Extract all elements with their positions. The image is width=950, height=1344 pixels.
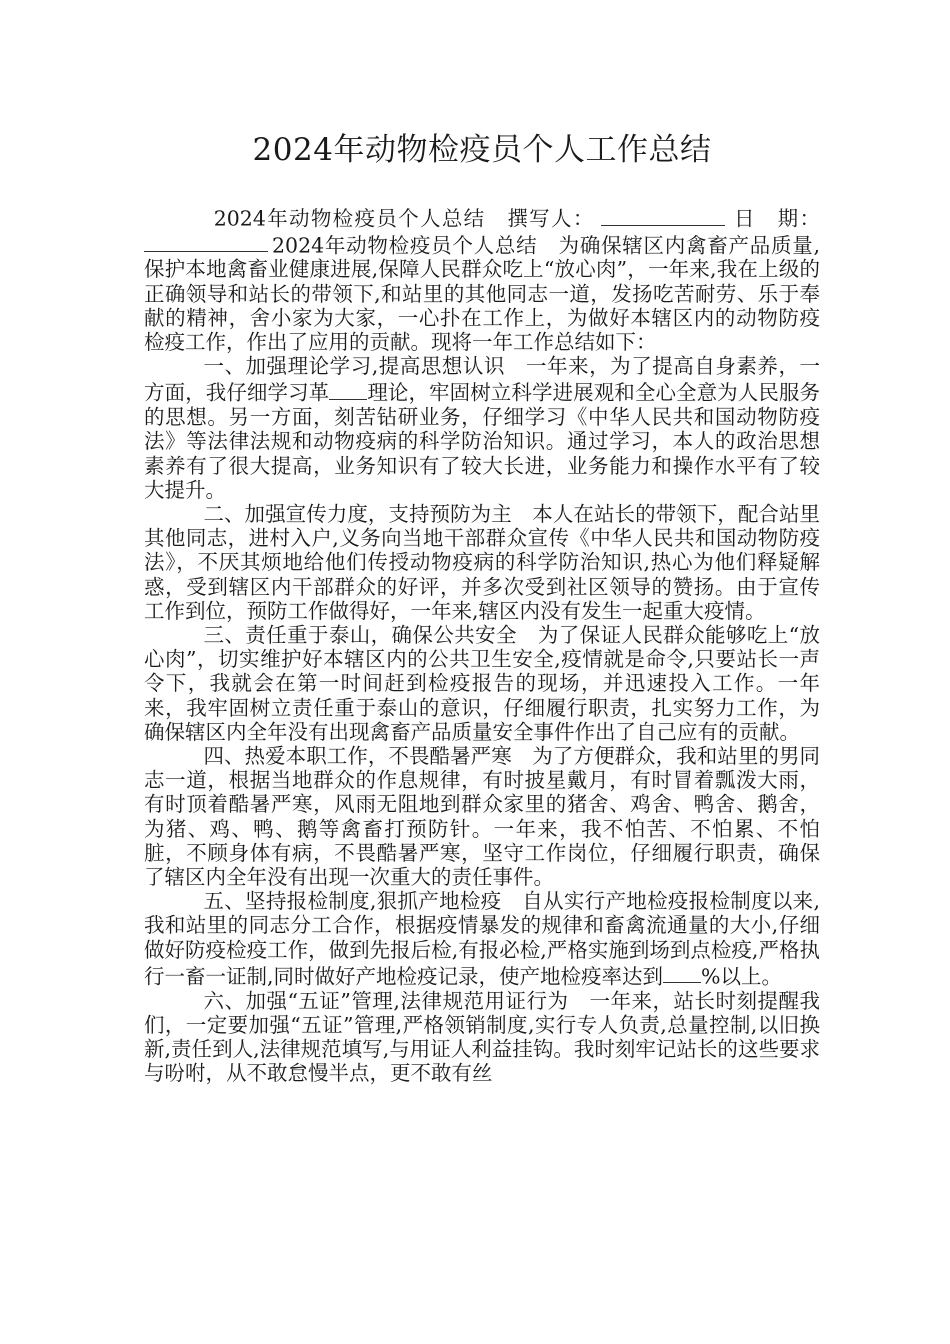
section-heading: 五、坚持报检制度,狠抓产地检疫 [203,889,502,914]
section-text: 为了保证人民群众能够吃上“放心肉”，切实维护好本辖区内的公共卫生安全,疫情就是命令,只要站长一声令下，我就会在第一时间赶到检疫报告的现场，并迅速投入工作。一年来，我牢固树立责任重于泰山的意识，仔细履行职责，扎实努力工作，为确保辖区内全年没有出现禽畜产品质量安全事件作出了自己应有的贡献。 [144,622,821,744]
section-3 [144,623,820,744]
section-heading: 三、责任重于泰山，确保公共安全 [203,622,517,647]
text-blank [663,962,701,984]
intro-text: 为确保辖区内禽畜产品质量,保护本地禽畜业健康进展,保障人民群众吃上“放心肉”，一年来,我在上级的正确领导和站长的带领下,和站里的其他同志一道，发扬吃苦耐劳、乐于奉献的精神，舍小家为大家，一心扑在工作上，为做好本辖区内的动物防疫检疫工作，作出了应用的贡献。现将一年工作总结如下： [144,233,821,355]
section-heading: 六、加强“五证”管理,法律规范用证行为 [203,988,569,1013]
section-1 [144,354,820,502]
section-heading: 二、加强宣传力度，支持预防为主 [203,501,512,526]
author-label: 撰写人： [506,206,595,231]
section-5 [144,889,820,988]
section-text: 一年来，为了提高自身素养，一方面，我仔细学习革 [144,354,821,405]
section-text: 一年来，站长时刻提醒我们，一定要加强“五证”管理,严格领销制度,实行专人负责,总量控制,以旧换新,责任到人,法律规范填写,与用证人利益挂钩。我时刻牢记站长的这些要求与吩咐，从不敢怠慢半点，更不敢有丝 [144,988,820,1086]
section-text: 为了方便群众，我和站里的男同志一道，根据当地群众的作息规律，有时披星戴月，有时冒着瓢泼大雨，有时顶着酷暑严寒，风雨无阻地到群众家里的猪舍、鸡舍、鸭舍、鹅舍，为猪、鸡、鸭、鹅等禽畜打预防针。一年来，我不怕苦、不怕累、不怕脏，不顾身体有病，不畏酷暑严寒，坚守工作岗位，仔细履行职责，确保了辖区内全年没有出现一次重大的责任事件。 [144,743,821,889]
section-heading: 一、加强理论学习,提高思想认识 [203,354,505,379]
text-blank [329,378,367,400]
meta-after-date: 2024年动物检疫员个人总结 [272,233,538,258]
date-blank [144,231,268,253]
document-title: 2024年动物检疫员个人工作总结 [252,132,712,168]
document-meta [144,204,820,354]
section-6 [144,989,820,1086]
meta-lead: 2024年动物检疫员个人总结 [213,206,486,231]
section-2 [144,502,820,623]
date-label: 日 期： [732,206,821,231]
section-text: 本人在站长的带领下，配合站里其他同志，进村入户,义务向当地干部群众宣传《中华人民共和国动物防疫法》，不厌其烦地给他们传授动物疫病的科学防治知识,热心为他们释疑解惑，受到辖区内干部群众的好评，并多次受到社区领导的赞扬。由于宣传工作到位，预防工作做得好，一年来,辖区内没有发生一起重大疫情。 [144,501,821,623]
section-text: 自从实行产地检疫报检制度以来,我和站里的同志分工合作，根据疫情暴发的规律和畜禽流通量的大小,仔细做好防疫检疫工作，做到先报后检,有报必检,严格实施到场到点检疫,严格执行一畜一证制,同时做好产地检疫记录，使产地检疫率达到 [144,889,820,989]
document-page [144,128,820,1085]
section-text: 理论，牢固树立科学进展观和全心全意为人民服务的思想。另一方面，刻苦钻研业务，仔细学习《中华人民共和国动物防疫法》等法律法规和动物疫病的科学防治知识。通过学习，本人的政治思想素养有了很大提高，业务知识有了较大长进，业务能力和操作水平有了较大提升。 [144,380,821,502]
section-4 [144,744,820,889]
section-text: %以上。 [701,964,782,989]
author-blank [601,204,725,226]
section-heading: 四、热爱本职工作，不畏酷暑严寒 [203,743,512,768]
